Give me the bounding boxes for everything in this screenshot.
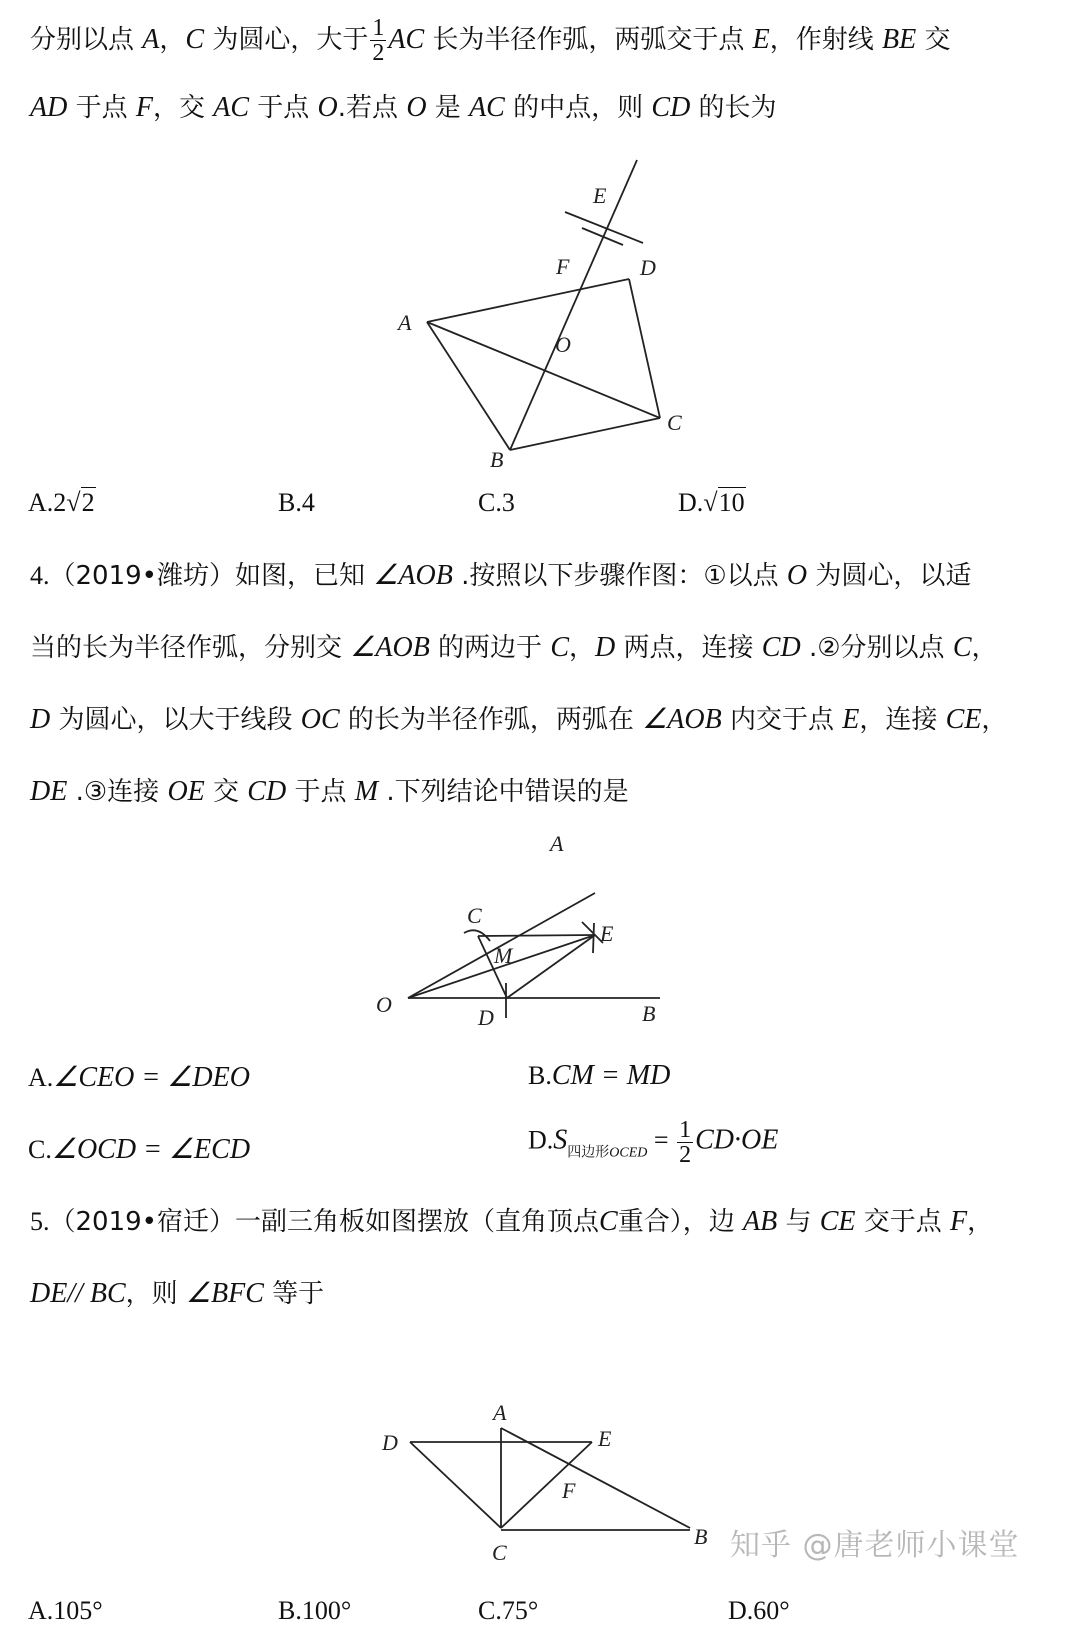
q3-figure xyxy=(370,140,690,470)
math-var: D xyxy=(30,704,51,735)
fraction-half xyxy=(370,16,386,65)
label-F: F xyxy=(562,1478,576,1503)
option-expr: CD·OE xyxy=(695,1124,779,1156)
sqrt: √10 xyxy=(703,488,745,517)
radicand: 10 xyxy=(718,488,745,517)
q5-figure-lower xyxy=(360,1510,708,1590)
option-coef: 2 xyxy=(53,488,67,517)
equals: = xyxy=(647,1125,676,1155)
option-label: B. xyxy=(278,488,302,517)
q3-option-b[interactable] xyxy=(278,488,315,518)
math-var: AC xyxy=(388,24,425,55)
q4-option-b[interactable] xyxy=(528,1060,670,1092)
text: 为圆心，以大于线段 xyxy=(50,705,301,735)
math-var: CD xyxy=(651,92,691,123)
math-var: O xyxy=(406,92,427,123)
text: 分别以点 xyxy=(30,25,143,55)
q5-option-a[interactable] xyxy=(28,1596,103,1626)
math-var: AD xyxy=(30,92,68,123)
subscript-var: OCED xyxy=(609,1145,648,1161)
label-C: C xyxy=(467,903,482,928)
q3-text-line-1 xyxy=(30,16,951,65)
q5-text-line-1 xyxy=(30,1202,993,1242)
math-var: C xyxy=(185,24,205,55)
math-var: E xyxy=(842,704,860,735)
arc-mark-e2 xyxy=(593,923,594,953)
math-var: O xyxy=(786,560,808,591)
math-var: AC xyxy=(213,92,250,123)
subscript-text: 四边形 xyxy=(567,1145,610,1161)
math-var: CD xyxy=(761,632,801,663)
text: 内交于点 xyxy=(721,705,843,735)
option-value: 105° xyxy=(53,1596,103,1625)
q5-option-d[interactable] xyxy=(728,1596,790,1626)
option-label: C. xyxy=(28,1135,52,1164)
q4-figure xyxy=(370,825,690,1040)
q4-text-line-2 xyxy=(30,628,998,668)
text: 交 xyxy=(916,25,951,55)
text: 于点 xyxy=(249,93,318,123)
math-var: O xyxy=(317,92,338,123)
question-source: （2019•宿迁） xyxy=(49,1207,236,1237)
segment-DC xyxy=(629,279,660,418)
math-var: C xyxy=(550,632,570,663)
text: 长为半径作弧，两弧交于点 xyxy=(424,25,753,55)
text: ，作射线 xyxy=(769,25,883,55)
text: 与 xyxy=(777,1207,820,1237)
text: 于点 xyxy=(286,777,355,807)
text: 两点，连接 xyxy=(615,633,762,663)
question-number: 4. xyxy=(30,561,50,590)
ray-BE xyxy=(510,160,637,450)
text: 是 xyxy=(426,93,470,123)
label-A: A xyxy=(493,1400,507,1425)
math-var: CE xyxy=(819,1206,856,1237)
text: 的长为半径作弧，两弧在 xyxy=(339,705,643,735)
segment-BA xyxy=(427,322,510,450)
text: 等于 xyxy=(263,1279,325,1309)
text: 为圆心，以适 xyxy=(807,561,972,591)
text: ，则 xyxy=(125,1279,186,1309)
q5-text-line-2 xyxy=(30,1274,324,1314)
q3-option-d[interactable] xyxy=(678,488,746,518)
math-var: F xyxy=(950,1206,968,1237)
text: 如图，已知 xyxy=(235,561,374,591)
q5-option-b[interactable] xyxy=(278,1596,351,1626)
math-var: DE xyxy=(30,776,68,807)
fraction-numerator: 1 xyxy=(679,1117,692,1143)
q4-text-line-4 xyxy=(30,772,629,812)
math-var: D xyxy=(595,632,616,663)
text: 的中点，则 xyxy=(504,93,652,123)
sqrt: √2 xyxy=(66,488,95,517)
math-var: OE xyxy=(167,776,205,807)
label-B: B xyxy=(642,1001,656,1026)
math-var: A xyxy=(142,24,160,55)
option-label: A. xyxy=(28,1063,54,1092)
math-var: CE xyxy=(945,704,982,735)
option-label: A. xyxy=(28,488,54,517)
label-A: A xyxy=(550,831,564,856)
math-var: AC xyxy=(469,92,505,123)
text: 一副三角板如图摆放（直角顶点 xyxy=(235,1207,600,1237)
option-value: 75° xyxy=(501,1596,539,1625)
text: 的长为 xyxy=(690,93,777,123)
math-var: C xyxy=(952,632,972,663)
text: .下列结论中错误的是 xyxy=(378,777,629,807)
option-value: 3 xyxy=(501,488,515,517)
option-label: D. xyxy=(528,1125,554,1155)
arc-mark-c xyxy=(464,930,490,941)
text: ， xyxy=(569,633,596,663)
arc-mark-2 xyxy=(582,228,623,245)
q3-option-a[interactable] xyxy=(28,488,96,518)
label-D: D xyxy=(382,1430,398,1455)
text: ，连接 xyxy=(859,705,946,735)
label-B: B xyxy=(490,447,504,472)
label-F: F xyxy=(556,254,570,279)
text: .②分别以点 xyxy=(800,633,953,663)
segment-CB xyxy=(510,418,660,450)
q4-text-line-1 xyxy=(30,556,971,596)
label-O: O xyxy=(376,992,392,1017)
label-E: E xyxy=(598,1426,612,1451)
label-C: C xyxy=(667,410,682,435)
segment-AC xyxy=(427,322,660,418)
q3-text-line-2 xyxy=(30,88,777,128)
option-label: C. xyxy=(478,1596,502,1625)
math-expr: ∠BFC xyxy=(185,1278,264,1309)
text: ， xyxy=(967,1207,994,1237)
text: .③连接 xyxy=(67,777,168,807)
text: 于点 xyxy=(67,93,136,123)
option-expr: CM = MD xyxy=(551,1060,671,1091)
math-var: BE xyxy=(882,24,917,55)
text: .若点 xyxy=(337,93,407,123)
label-A: A xyxy=(398,310,412,335)
watermark: 知乎 @唐老师小课堂 xyxy=(730,1528,1020,1563)
label-E: E xyxy=(593,183,607,208)
option-label: C. xyxy=(478,488,502,517)
text: 为圆心，大于 xyxy=(204,25,369,55)
segment-DE xyxy=(507,935,595,998)
option-label: D. xyxy=(728,1596,754,1625)
label-D: D xyxy=(478,1005,494,1030)
option-expr: ∠OCD = ∠ECD xyxy=(51,1134,251,1165)
option-label: A. xyxy=(28,1596,54,1625)
text: ， xyxy=(971,633,998,663)
q5-figure xyxy=(360,1330,700,1510)
q4-option-d[interactable] xyxy=(528,1118,778,1167)
fraction-numerator: 1 xyxy=(372,15,385,41)
math-var: F xyxy=(135,92,153,123)
label-O: O xyxy=(555,332,571,357)
radicand: 2 xyxy=(81,488,95,517)
math-var: M xyxy=(354,776,379,807)
segment-AD xyxy=(427,279,629,322)
q4-text-line-3 xyxy=(30,700,1007,740)
option-label: B. xyxy=(528,1061,552,1090)
option-value: 100° xyxy=(301,1596,352,1625)
math-expr: ∠AOB xyxy=(373,560,453,591)
math-var: S xyxy=(553,1124,568,1156)
option-label: D. xyxy=(678,488,704,517)
option-expr: ∠CEO = ∠DEO xyxy=(53,1062,250,1093)
math-expr: ∠AOB xyxy=(642,704,722,735)
q3-option-c[interactable] xyxy=(478,488,515,518)
math-var: OC xyxy=(300,704,340,735)
math-expr: DE// BC xyxy=(30,1278,126,1309)
q4-option-c[interactable] xyxy=(28,1132,250,1166)
option-value: 60° xyxy=(753,1596,790,1625)
arc-mark-1 xyxy=(565,212,643,243)
text: ， xyxy=(159,25,186,55)
text: 重合），边 xyxy=(617,1207,743,1237)
label-E: E xyxy=(600,921,614,946)
text: ， xyxy=(981,705,1008,735)
q5-option-c[interactable] xyxy=(478,1596,538,1626)
text: 的两边于 xyxy=(429,633,551,663)
subscript xyxy=(567,1145,647,1160)
label-D: D xyxy=(640,255,656,280)
text: ，交 xyxy=(152,93,214,123)
text: .按照以下步骤作图：①以点 xyxy=(452,561,787,591)
math-var: CD xyxy=(247,776,287,807)
label-M: M xyxy=(494,943,513,968)
fraction-half xyxy=(677,1118,693,1167)
question-number: 5. xyxy=(30,1207,50,1236)
math-var: C xyxy=(599,1206,618,1237)
question-source: （2019•潍坊） xyxy=(49,561,236,591)
q4-option-a[interactable] xyxy=(28,1060,250,1094)
math-var: AB xyxy=(742,1206,778,1237)
label-C: C xyxy=(492,1540,507,1565)
math-expr: ∠AOB xyxy=(350,632,430,663)
fraction-denominator: 2 xyxy=(679,1142,692,1168)
option-label: B. xyxy=(278,1596,302,1625)
label-B: B xyxy=(694,1524,708,1549)
math-var: E xyxy=(752,24,770,55)
text: 交于点 xyxy=(855,1207,951,1237)
text: 交 xyxy=(204,777,248,807)
fraction-denominator: 2 xyxy=(372,40,385,66)
text: 当的长为半径作弧，分别交 xyxy=(30,633,351,663)
option-value: 4 xyxy=(301,488,315,517)
segment-CE xyxy=(478,935,595,936)
